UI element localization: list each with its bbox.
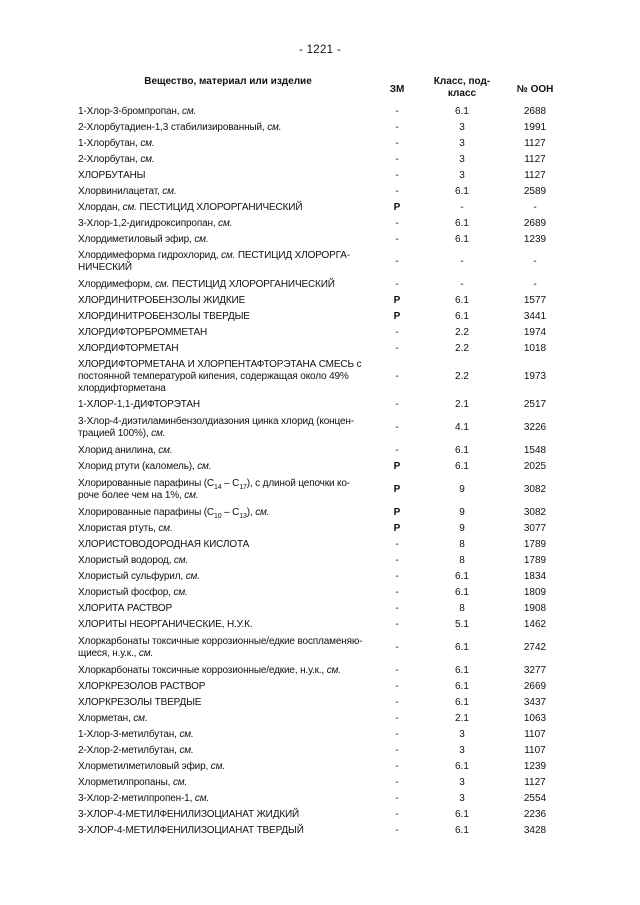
sm-cell: - (395, 697, 399, 708)
un-number-cell: 1789 (523, 555, 547, 566)
substance-name: 2-Хлорбутан, см. (78, 154, 155, 165)
class-cell: 6.1 (455, 809, 469, 820)
class-cell: 6.1 (455, 642, 469, 653)
sm-cell: - (395, 122, 399, 133)
table-row (0, 104, 640, 120)
substance-name: 3-Хлор-4-диэтиламинбензолдиазония цинка хлорид (концен- трацией 100%), см. (78, 416, 354, 439)
substance-name: ХЛОРДИФТОРБРОММЕТАН (78, 327, 208, 338)
sm-cell: - (395, 761, 399, 772)
un-number-cell: 1991 (523, 122, 547, 133)
class-cell: 6.1 (455, 445, 469, 456)
class-cell: 9 (459, 523, 465, 534)
substance-name: ХЛОРДИФТОРМЕТАНА И ХЛОРПЕНТАФТОРЭТАНА СМЕСЬ с постоянной температурой кипения, содержащая около 49% хлордифторметана (78, 359, 362, 394)
table-row (0, 521, 640, 537)
substance-name: 1-ХЛОР-1,1-ДИФТОРЭТАН (78, 399, 200, 410)
sm-cell: P (393, 202, 401, 213)
class-cell: 3 (459, 745, 465, 756)
un-number-cell: 1577 (523, 295, 547, 306)
table-row (0, 617, 640, 633)
un-number-cell: 1548 (523, 445, 547, 456)
class-cell: 2.2 (455, 371, 469, 382)
substance-name: 1-Хлор-3-бромпропан, см. (78, 106, 197, 117)
class-cell: 6.1 (455, 461, 469, 472)
table-row (0, 168, 640, 184)
un-number-cell: 1908 (523, 603, 547, 614)
class-cell: 6.1 (455, 234, 469, 245)
substance-name: Хлористая ртуть, см. (78, 523, 173, 534)
un-number-cell: 1018 (523, 343, 547, 354)
sm-cell: - (395, 445, 399, 456)
table-row (0, 152, 640, 168)
un-number-cell: - (533, 256, 537, 267)
substance-name: Хлоркарбонаты токсичные коррозионные/едкие, н.у.к., см. (78, 665, 341, 676)
header-class (428, 76, 496, 100)
sm-cell: - (395, 681, 399, 692)
sm-cell: P (393, 295, 401, 306)
sm-cell: - (395, 278, 399, 290)
header-substance: Вещество, материал или изделие (144, 76, 312, 87)
table-row (0, 695, 640, 711)
un-number-cell: 3437 (523, 697, 547, 708)
table-row (0, 537, 640, 553)
substance-name: Хлорвинилацетат, см. (78, 186, 177, 197)
un-number-cell: 2554 (523, 793, 547, 804)
class-cell: 6.1 (455, 186, 469, 197)
substance-name: ХЛОРКРЕЗОЛЫ ТВЕРДЫЕ (78, 697, 202, 708)
un-number-cell: 3277 (523, 665, 547, 676)
table-row (0, 200, 640, 216)
sm-cell: - (395, 729, 399, 740)
class-cell: 3 (459, 793, 465, 804)
un-number-cell: 1107 (524, 745, 546, 756)
class-cell: 6.1 (455, 825, 469, 836)
class-cell: 8 (459, 539, 465, 550)
class-cell: 2.1 (455, 399, 469, 410)
table-row (0, 727, 640, 743)
un-number-cell: 2688 (523, 106, 547, 117)
sm-cell: - (395, 327, 399, 338)
page-number: - 1221 - (298, 44, 342, 56)
class-cell: 3 (459, 122, 465, 133)
class-cell: 9 (459, 484, 465, 495)
sm-cell: - (395, 422, 399, 433)
substance-name: ХЛОРДИНИТРОБЕНЗОЛЫ ТВЕРДЫЕ (78, 311, 250, 322)
un-number-cell: 2236 (523, 809, 547, 820)
table-row (0, 232, 640, 248)
un-number-cell: 1809 (523, 587, 547, 598)
substance-name: 3-ХЛОР-4-МЕТИЛФЕНИЛИЗОЦИАНАТ ЖИДКИЙ (78, 809, 300, 820)
class-cell: 6.1 (455, 587, 469, 598)
class-cell: - (460, 256, 464, 267)
un-number-cell: 1974 (523, 327, 547, 338)
table-row (0, 475, 640, 505)
substance-name: Хлорид ртути (каломель), см. (78, 461, 212, 472)
table-row (0, 553, 640, 569)
sm-cell: - (395, 587, 399, 598)
sm-cell: - (395, 809, 399, 820)
table-row (0, 823, 640, 839)
un-number-cell: 1789 (523, 539, 547, 550)
table-row (0, 633, 640, 663)
un-number-cell: 3441 (523, 311, 547, 322)
table-row (0, 216, 640, 232)
sm-cell: - (395, 555, 399, 566)
un-number-cell: 1107 (524, 729, 546, 740)
sm-cell: - (395, 399, 399, 410)
substance-name: ХЛОРДИНИТРОБЕНЗОЛЫ ЖИДКИЕ (78, 295, 246, 306)
table-row (0, 743, 640, 759)
un-number-cell: - (533, 278, 537, 290)
table-row (0, 569, 640, 585)
un-number-cell: 1063 (523, 713, 547, 724)
table-row (0, 325, 640, 341)
header-un-number: № ООН (516, 84, 554, 95)
un-number-cell: 3082 (523, 507, 547, 518)
substance-name: ХЛОРИТА РАСТВОР (78, 603, 173, 614)
class-cell: 2.1 (455, 713, 469, 724)
class-cell: 6.1 (455, 697, 469, 708)
sm-cell: - (395, 603, 399, 614)
un-number-cell: 2689 (523, 218, 547, 229)
class-cell: 6.1 (455, 311, 469, 322)
class-cell: 5.1 (455, 619, 469, 630)
table-row (0, 357, 640, 397)
substance-name: ХЛОРДИФТОРМЕТАН (78, 343, 179, 354)
substance-name: 3-Хлор-2-метилпропен-1, см. (78, 793, 210, 804)
sm-cell: - (395, 343, 399, 354)
un-number-cell: 3077 (523, 523, 547, 534)
un-number-cell: 1462 (523, 619, 547, 630)
header-class-line1: Класс, под- (433, 76, 491, 87)
class-cell: 3 (459, 154, 465, 165)
substance-name: Хлористый фосфор, см. (78, 587, 188, 598)
un-number-cell: 1127 (524, 777, 546, 788)
substance-name: 1-Хлор-3-метилбутан, см. (78, 729, 194, 740)
sm-cell: - (395, 539, 399, 550)
un-number-cell: 1834 (523, 571, 547, 582)
un-number-cell: 1127 (524, 170, 546, 181)
sm-cell: - (395, 642, 399, 653)
table-row (0, 679, 640, 695)
substance-name: Хлорированные парафины $(C_{14} - C_{17})$, с длиной цепочки ко- роче более чем на 1%, см. (78, 478, 350, 501)
class-cell: 3 (459, 138, 465, 149)
substance-table (0, 104, 640, 839)
table-row (0, 711, 640, 727)
substance-name: Хлорметилметиловый эфир, см. (78, 761, 225, 772)
sm-cell: - (395, 619, 399, 630)
sm-cell: - (395, 665, 399, 676)
class-cell: 6.1 (455, 106, 469, 117)
un-number-cell: 3428 (523, 825, 547, 836)
table-row (0, 309, 640, 325)
class-cell: 2.2 (455, 343, 469, 354)
sm-cell: - (395, 256, 399, 267)
sm-cell: - (395, 218, 399, 229)
substance-name: 2-Хлор-2-метилбутан, см. (78, 745, 194, 756)
table-row (0, 505, 640, 521)
sm-cell: P (393, 461, 401, 472)
substance-name: Хлорметилпропаны, см. (78, 777, 188, 788)
substance-name: Хлордимеформа гидрохлорид, см. ПЕСТИЦИД ХЛОРОРГА- НИЧЕСКИЙ (78, 250, 350, 273)
un-number-cell: 2669 (523, 681, 547, 692)
substance-name: ХЛОРИТЫ НЕОРГАНИЧЕСКИЕ, Н.У.К. (78, 619, 253, 630)
sm-cell: - (395, 793, 399, 804)
substance-name: 2-Хлорбутадиен-1,3 стабилизированный, см. (78, 122, 282, 133)
class-cell: 6.1 (455, 571, 469, 582)
class-cell: 6.1 (455, 665, 469, 676)
sm-cell: - (395, 170, 399, 181)
table-row (0, 585, 640, 601)
sm-cell: - (395, 138, 399, 149)
class-cell: 8 (459, 555, 465, 566)
table-row (0, 293, 640, 309)
substance-name: Хлористый водород, см. (78, 555, 189, 566)
table-row (0, 397, 640, 413)
sm-cell: - (395, 713, 399, 724)
sm-cell: - (395, 825, 399, 836)
table-row (0, 807, 640, 823)
class-cell: 8 (459, 603, 465, 614)
un-number-cell: - (533, 202, 537, 213)
table-row (0, 443, 640, 459)
class-cell: 6.1 (455, 681, 469, 692)
header-class-line2: класс (447, 88, 477, 99)
substance-name: ХЛОРКРЕЗОЛОВ РАСТВОР (78, 681, 206, 692)
un-number-cell: 2589 (523, 186, 547, 197)
substance-name: Хлордан, см. ПЕСТИЦИД ХЛОРОРГАНИЧЕСКИЙ (78, 202, 303, 213)
un-number-cell: 2742 (523, 642, 547, 653)
class-cell: 9 (459, 507, 465, 518)
sm-cell: - (395, 571, 399, 582)
table-row (0, 459, 640, 475)
un-number-cell: 1127 (524, 154, 546, 165)
substance-name: 1-Хлорбутан, см. (78, 138, 155, 149)
table-row (0, 759, 640, 775)
substance-name: 3-ХЛОР-4-МЕТИЛФЕНИЛИЗОЦИАНАТ ТВЕРДЫЙ (78, 825, 304, 836)
sm-cell: - (395, 777, 399, 788)
sm-cell: - (395, 745, 399, 756)
un-number-cell: 1973 (523, 371, 547, 382)
un-number-cell: 1239 (523, 234, 547, 245)
substance-name: ХЛОРБУТАНЫ (78, 170, 146, 181)
table-row (0, 184, 640, 200)
substance-name: Хлордиметиловый эфир, см. (78, 234, 209, 245)
un-number-cell: 3082 (523, 484, 547, 495)
table-row (0, 248, 640, 276)
substance-name: Хлорметан, см. (78, 713, 148, 724)
sm-cell: P (393, 484, 401, 495)
un-number-cell: 2517 (523, 399, 547, 410)
sm-cell: P (393, 311, 401, 322)
sm-cell: - (395, 186, 399, 197)
class-cell: 3 (459, 170, 465, 181)
substance-name: ХЛОРИСТОВОДОРОДНАЯ КИСЛОТА (78, 539, 250, 550)
substance-name: Хлорид анилина, см. (78, 445, 173, 456)
sm-cell: - (395, 154, 399, 165)
un-number-cell: 1239 (523, 761, 547, 772)
un-number-cell: 3226 (523, 422, 547, 433)
class-cell: 3 (459, 777, 465, 788)
class-cell: 6.1 (455, 218, 469, 229)
substance-name: Хлорированные парафины $(C_{10} - C_{13})$, см. (78, 507, 270, 520)
header-sm: ЗМ (389, 84, 405, 95)
sm-cell: - (395, 371, 399, 382)
table-row (0, 775, 640, 791)
substance-name: Хлоркарбонаты токсичные коррозионные/едкие воспламеняю- щиеся, н.у.к., см. (78, 636, 363, 659)
table-row (0, 120, 640, 136)
table-row (0, 341, 640, 357)
class-cell: 6.1 (455, 295, 469, 306)
sm-cell: P (393, 507, 401, 518)
class-cell: - (460, 278, 464, 290)
class-cell: - (460, 202, 464, 213)
substance-name: 3-Хлор-1,2-дигидроксипропан, см. (78, 218, 233, 229)
un-number-cell: 2025 (523, 461, 547, 472)
class-cell: 6.1 (455, 761, 469, 772)
un-number-cell: 1127 (524, 138, 546, 149)
table-row (0, 663, 640, 679)
table-row (0, 791, 640, 807)
table-row (0, 601, 640, 617)
table-row (0, 276, 640, 293)
sm-cell: - (395, 234, 399, 245)
substance-name: Хлористый сульфурил, см. (78, 571, 200, 582)
sm-cell: P (393, 523, 401, 534)
table-row (0, 136, 640, 152)
substance-name: Хлордимеформ, см. ПЕСТИЦИД ХЛОРОРГАНИЧЕСКИЙ (78, 278, 335, 290)
class-cell: 3 (459, 729, 465, 740)
class-cell: 4.1 (455, 422, 469, 433)
class-cell: 2.2 (455, 327, 469, 338)
table-row (0, 413, 640, 443)
sm-cell: - (395, 106, 399, 117)
